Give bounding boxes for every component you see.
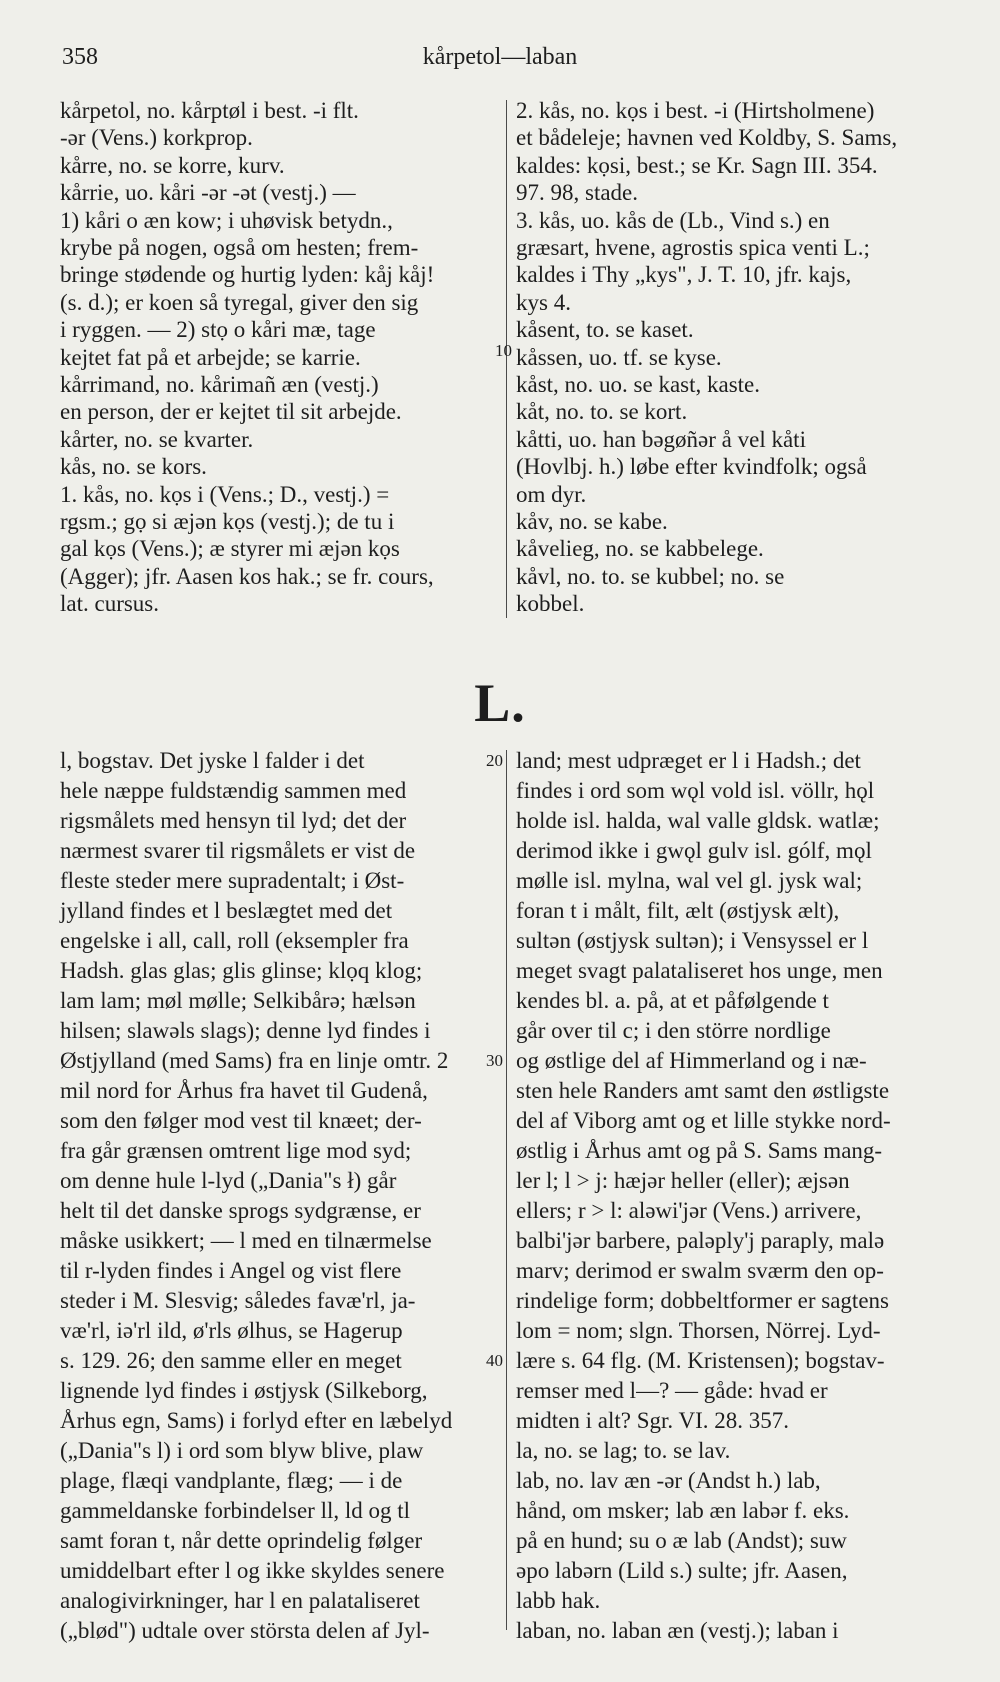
line-text: lat. cursus. <box>60 591 160 617</box>
line-text: remser med l—? — gåde: hvad er <box>516 1378 828 1403</box>
text-line <box>60 1406 500 1436</box>
text-line <box>60 1196 500 1226</box>
text-line <box>516 178 956 208</box>
line-text: kåvelieg, no. se kabbelege. <box>516 536 764 562</box>
line-text: kårter, no. se kvarter. <box>60 426 254 452</box>
text-line <box>60 534 500 564</box>
line-text: kårrie, uo. kåri -ər -ət (vestj.) — <box>60 180 356 206</box>
text-line <box>60 96 500 126</box>
text-line <box>60 1466 500 1496</box>
line-text: steder i M. Slesvig; således favæ'rl, ja- <box>60 1288 416 1313</box>
column-rule-bottom <box>506 750 507 1630</box>
text-line <box>516 986 956 1016</box>
line-text: („blød") udtale over största delen af Jyl- <box>60 1618 430 1643</box>
line-text: labb hak. <box>516 1588 601 1613</box>
line-text: („Dania"s l) i ord som blyw blive, plaw <box>60 1438 424 1463</box>
line-text: hånd, om msker; lab æn labər f. eks. <box>516 1498 850 1523</box>
line-text: holde isl. halda, wal valle gldsk. watlæ; <box>516 808 880 833</box>
line-text: 2. kås, no. kọs i best. -i (Hirtsholmene) <box>516 98 875 123</box>
text-line <box>60 1526 500 1556</box>
text-line <box>516 534 956 564</box>
text-line <box>60 480 500 510</box>
text-line <box>60 1316 500 1346</box>
text-line <box>516 1106 956 1136</box>
line-text: kåv, no. se kabe. <box>516 509 668 534</box>
text-line <box>60 206 500 236</box>
text-line <box>60 343 500 373</box>
page-number: 358 <box>62 44 98 70</box>
text-line <box>516 507 956 537</box>
text-line <box>60 1046 500 1076</box>
text-line <box>516 343 956 373</box>
text-line <box>60 1076 500 1106</box>
text-line <box>516 1316 956 1346</box>
line-text: derimod ikke i gwǫl gulv isl. gólf, mǫl <box>516 838 872 863</box>
line-number: 10 <box>495 341 512 360</box>
text-line <box>60 956 500 986</box>
line-number: 40 <box>486 1351 503 1370</box>
line-text: samt foran t, når dette oprindelig følger <box>60 1528 423 1553</box>
text-line <box>60 1616 500 1646</box>
line-text: rindelige form; dobbeltformer er sagtens <box>516 1288 889 1313</box>
line-text: əpo labərn (Lild s.) sulte; jfr. Aasen, <box>516 1558 848 1583</box>
line-text: Århus egn, Sams) i forlyd efter en læbelyd <box>60 1408 453 1433</box>
text-line <box>516 397 956 427</box>
text-line <box>516 926 956 956</box>
line-text: og østlige del af Himmerland og i næ- <box>516 1048 867 1073</box>
text-line <box>60 1256 500 1286</box>
line-text: -ər (Vens.) korkprop. <box>60 125 253 151</box>
line-text: Østjylland (med Sams) fra en linje omtr. 2 <box>60 1048 449 1073</box>
line-text: kårrimand, no. kårimañ æn (vestj.) <box>60 372 379 397</box>
line-text: laban, no. laban æn (vestj.); laban i <box>516 1618 839 1643</box>
line-text: hilsen; slawəls slags); denne lyd findes i <box>60 1018 431 1043</box>
text-line <box>516 480 956 510</box>
line-text: kaldes i Thy „kys", J. T. 10, jfr. kajs, <box>516 262 852 288</box>
line-text: mølle isl. mylna, wal vel gl. jysk wal; <box>516 868 863 893</box>
text-line <box>60 589 500 619</box>
page-header <box>56 44 944 76</box>
text-line <box>60 926 500 956</box>
text-line <box>516 562 956 592</box>
line-text: helt til det danske sprogs sydgrænse, er <box>60 1198 421 1223</box>
line-text: sultən (østjysk sultən); i Vensyssel er l <box>516 928 869 953</box>
line-text: analogivirkninger, har l en palataliseret <box>60 1588 420 1613</box>
line-text: kåtti, uo. han bəgøñər å vel kåti <box>516 426 806 452</box>
text-line <box>516 1256 956 1286</box>
line-text: (Agger); jfr. Aasen kos hak.; se fr. cours, <box>60 563 434 589</box>
text-line <box>516 956 956 986</box>
line-text: går over til c; i den större nordlige <box>516 1018 831 1043</box>
text-line <box>516 1046 956 1076</box>
line-text: jylland findes et l beslægtet med det <box>60 898 393 923</box>
text-line <box>516 96 956 126</box>
line-text: kys 4. <box>516 289 571 315</box>
line-text: findes i ord som wǫl vold isl. völlr, hǫl <box>516 778 875 803</box>
text-line <box>516 151 956 181</box>
text-line <box>516 1466 956 1496</box>
line-text: s. 129. 26; den samme eller en meget <box>60 1348 402 1373</box>
line-text: engelske i all, call, roll (eksempler fra <box>60 928 409 953</box>
text-line <box>60 1226 500 1256</box>
text-line <box>60 1106 500 1136</box>
line-text: foran t i målt, filt, ælt (østjysk ælt), <box>516 898 840 923</box>
line-text: kobbel. <box>516 591 585 617</box>
text-line <box>60 1016 500 1046</box>
text-line <box>60 151 500 181</box>
text-line <box>516 206 956 236</box>
line-text: græsart, hvene, agrostis spica venti L.; <box>516 235 870 260</box>
text-line <box>516 1586 956 1616</box>
text-line <box>60 1496 500 1526</box>
text-line <box>60 370 500 400</box>
text-line <box>516 1346 956 1376</box>
text-line <box>516 288 956 318</box>
text-line <box>516 1076 956 1106</box>
line-text: kejtet fat på et arbejde; se karrie. <box>60 344 361 370</box>
line-text: ellers; r > l: aləwi'jər (Vens.) arrivere, <box>516 1198 862 1223</box>
line-text: (Hovlbj. h.) løbe efter kvindfolk; også <box>516 454 867 480</box>
line-text: til r-lyden findes i Angel og vist flere <box>60 1258 402 1283</box>
line-text: midten i alt? Sgr. VI. 28. 357. <box>516 1408 790 1433</box>
line-text: kåssen, uo. tf. se kyse. <box>516 344 722 370</box>
line-text: sten hele Randers amt samt den østligste <box>516 1078 890 1103</box>
text-line <box>60 1586 500 1616</box>
line-text: lignende lyd findes i østjysk (Silkeborg, <box>60 1378 428 1403</box>
text-line <box>60 507 500 537</box>
line-text: østlig i Århus amt og på S. Sams mang- <box>516 1138 883 1163</box>
text-line <box>516 260 956 290</box>
line-number: 20 <box>486 751 503 770</box>
line-text: (s. d.); er koen så tyregal, giver den sig <box>60 289 419 315</box>
line-text: som den følger mod vest til knæet; der- <box>60 1108 422 1133</box>
line-text: måske usikkert; — l med en tilnærmelse <box>60 1228 432 1253</box>
line-text: hele næppe fuldstændig sammen med <box>60 778 407 803</box>
text-line <box>516 776 956 806</box>
line-text: mil nord for Århus fra havet til Gudenå, <box>60 1078 428 1103</box>
text-line <box>60 1286 500 1316</box>
line-text: balbi'jər barbere, paləply'j paraply, malə <box>516 1228 885 1253</box>
line-text: kårre, no. se korre, kurv. <box>60 152 285 178</box>
text-line <box>516 233 956 263</box>
text-line <box>516 452 956 482</box>
line-text: 3. kås, uo. kås de (Lb., Vind s.) en <box>516 207 830 233</box>
text-line <box>60 425 500 455</box>
line-text: om dyr. <box>516 481 587 507</box>
line-text: la, no. se lag; to. se lav. <box>516 1438 731 1463</box>
text-line <box>516 836 956 866</box>
text-line <box>60 776 500 806</box>
line-text: lære s. 64 flg. (M. Kristensen); bogstav- <box>516 1348 885 1373</box>
text-line <box>516 370 956 400</box>
text-line <box>60 836 500 866</box>
text-line <box>516 1016 956 1046</box>
text-line <box>60 562 500 592</box>
text-line <box>60 1346 500 1376</box>
text-line <box>60 315 500 345</box>
text-line <box>516 1286 956 1316</box>
text-line <box>60 178 500 208</box>
text-line <box>516 1496 956 1526</box>
line-text: i ryggen. — 2) stọ o kåri mæ, tage <box>60 317 376 343</box>
line-text: kåt, no. to. se kort. <box>516 399 688 425</box>
line-text: om denne hule l-lyd („Dania"s ł) går <box>60 1168 397 1193</box>
line-text: meget svagt palataliseret hos unge, men <box>516 958 883 983</box>
line-text: et bådeleje; havnen ved Koldby, S. Sams, <box>516 125 898 151</box>
text-line <box>516 1226 956 1256</box>
line-text: kåsent, to. se kaset. <box>516 317 694 343</box>
text-line <box>516 1556 956 1586</box>
line-text: kendes bl. a. på, at et påfølgende t <box>516 988 829 1013</box>
text-line <box>60 1436 500 1466</box>
text-line <box>60 233 500 263</box>
text-line <box>60 452 500 482</box>
line-text: l, bogstav. Det jyske l falder i det <box>60 748 365 773</box>
text-line <box>60 397 500 427</box>
text-line <box>516 1136 956 1166</box>
text-line <box>516 866 956 896</box>
line-text: plage, flæqi vandplante, flæg; — i de <box>60 1468 403 1493</box>
line-text: rigsmålets med hensyn til lyd; det der <box>60 808 407 833</box>
text-line <box>516 425 956 455</box>
text-line <box>60 1556 500 1586</box>
text-line <box>516 1376 956 1406</box>
line-text: kås, no. se kors. <box>60 454 207 480</box>
line-text: del af Viborg amt og et lille stykke nord- <box>516 1108 891 1133</box>
text-line <box>516 806 956 836</box>
text-line <box>60 123 500 153</box>
text-line <box>516 315 956 345</box>
text-line <box>516 589 956 619</box>
line-text: 1. kås, no. kọs i (Vens.; D., vestj.) = <box>60 481 390 507</box>
text-line <box>516 123 956 153</box>
text-line <box>516 896 956 926</box>
line-text: gammeldanske forbindelser ll, ld og tl <box>60 1498 411 1523</box>
text-line <box>60 1376 500 1406</box>
line-text: en person, der er kejtet til sit arbejde. <box>60 399 402 425</box>
text-line <box>60 1136 500 1166</box>
text-line <box>516 1436 956 1466</box>
line-text: kaldes: kọsi, best.; se Kr. Sagn III. 354. <box>516 152 878 178</box>
line-text: fra går grænsen omtrent lige mod syd; <box>60 1138 412 1163</box>
text-line <box>60 260 500 290</box>
line-text: fleste steder mere supradentalt; i Øst- <box>60 868 405 893</box>
running-head: kårpetol—laban <box>422 44 578 70</box>
text-line <box>516 1616 956 1646</box>
line-text: lab, no. lav æn -ər (Andst h.) lab, <box>516 1468 821 1493</box>
line-text: ler l; l > j: hæjər heller (eller); æjsən <box>516 1168 850 1193</box>
line-text: marv; derimod er swalm sværm den op- <box>516 1258 884 1283</box>
text-line <box>516 1526 956 1556</box>
line-text: land; mest udpræget er l i Hadsh.; det <box>516 748 861 773</box>
text-line <box>516 1166 956 1196</box>
line-text: rgsm.; gọ si æjən kọs (vestj.); de tu i <box>60 509 395 534</box>
letter-heading: L. <box>474 673 526 733</box>
text-line <box>516 1196 956 1226</box>
line-text: gal kọs (Vens.); æ styrer mi æjən kọs <box>60 536 400 562</box>
line-text: kårpetol, no. kårptøl i best. -i flt. <box>60 98 359 123</box>
line-text: Hadsh. glas glas; glis glinse; klọq klog; <box>60 958 423 983</box>
line-text: kåvl, no. to. se kubbel; no. se <box>516 563 785 589</box>
line-text: 97. 98, stade. <box>516 180 639 206</box>
line-text: lam lam; møl mølle; Selkibårə; hælsən <box>60 988 416 1013</box>
text-line <box>60 288 500 318</box>
text-line <box>60 866 500 896</box>
line-text: nærmest svarer til rigsmålets er vist de <box>60 838 416 863</box>
line-text: kåst, no. uo. se kast, kaste. <box>516 372 761 397</box>
text-line <box>60 986 500 1016</box>
line-text: 1) kåri o æn kow; i uhøvisk betydn., <box>60 207 393 233</box>
line-text: på en hund; su o æ lab (Andst); suw <box>516 1528 847 1553</box>
line-text: krybe på nogen, også om hesten; frem- <box>60 235 419 260</box>
text-line <box>60 1166 500 1196</box>
text-line <box>60 746 500 776</box>
line-text: bringe stødende og hurtig lyden: kåj kåj! <box>60 262 435 288</box>
text-line <box>516 1406 956 1436</box>
text-line <box>60 806 500 836</box>
line-number: 30 <box>486 1051 503 1070</box>
line-text: umiddelbart efter l og ikke skyldes senere <box>60 1558 445 1583</box>
text-line <box>516 746 956 776</box>
text-line <box>60 896 500 926</box>
line-text: væ'rl, iə'rl ild, ø'rls ølhus, se Hagerup <box>60 1318 403 1343</box>
line-text: lom = nom; slgn. Thorsen, Nörrej. Lyd- <box>516 1318 881 1343</box>
